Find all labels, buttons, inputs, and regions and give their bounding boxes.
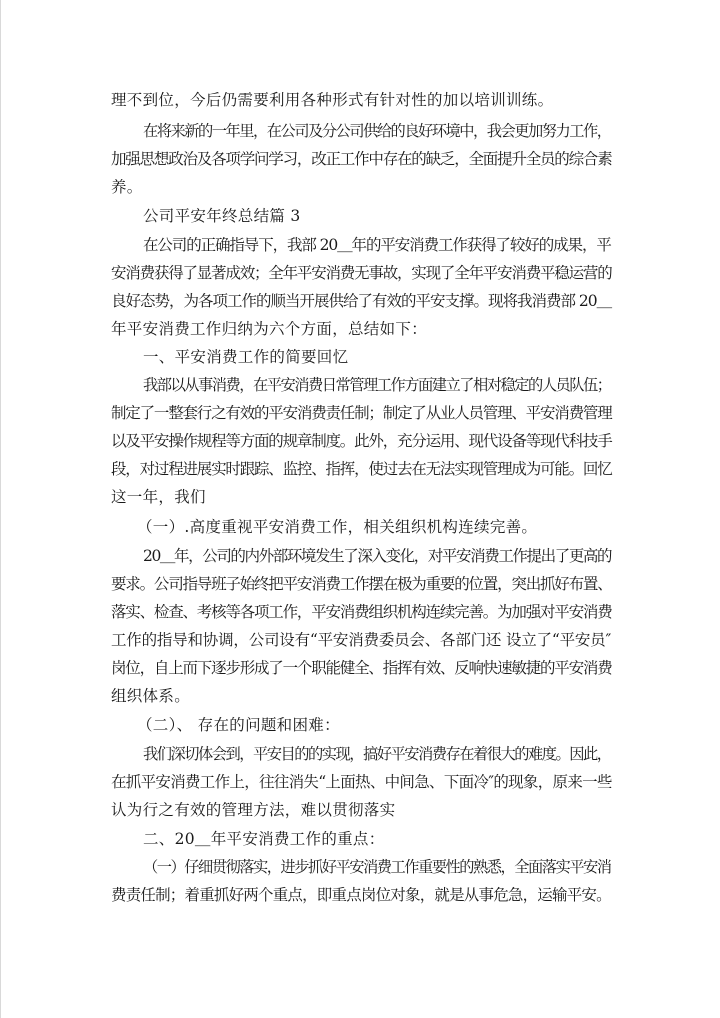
body-text-line: 这一年，我们 (111, 488, 206, 506)
body-text-line: 要求。公司指导班子始终把平安消费工作摆在极为重要的位置，突出抓好布置、 (111, 575, 612, 593)
body-text-line: 落实、检查、考核等各项工作，平安消费组织机构连续完善。为加强对平安消费 (111, 603, 612, 621)
body-text-line: 在将来新的一年里，在公司及分公司供给的良好环境中，我会更加努力工作， (143, 122, 611, 140)
body-text-line: 以及平安操作规程等方面的规章制度。此外，充分运用、现代设备等现代科技手 (111, 432, 612, 450)
body-text-line: 在抓平安消费工作上，往往消失“上面热、中间急、下面冷″的现象，原来一些 (111, 773, 612, 791)
body-text-line: 安消费获得了显著成效；全年平安消费无事故，实现了全年平安消费平稳运营的 (111, 264, 612, 282)
body-text-line: 组织体系。 (111, 687, 191, 705)
body-text-line: 我部以从事消费，在平安消费日常管理工作方面建立了相对稳定的人员队伍； (143, 376, 611, 394)
body-text-line: 段，对过程进展实时跟踪、监控、指挥，使过去在无法实现管理成为可能。回忆 (111, 460, 612, 478)
subsection-heading: （二）、 存在的问题和困难： (137, 716, 340, 734)
body-text-line: 年平安消费工作归纳为六个方面，总结如下： (111, 320, 428, 338)
body-text-line: 工作的指导和协调，公司设有“平安消费委员会、各部门还 设立了“平安员″ (111, 631, 612, 649)
body-text-line: 认为行之有效的管理方法，难以贯彻落实 (111, 801, 396, 819)
body-text-line: 养。 (111, 178, 143, 196)
body-text-line: 岗位，自上而下逐步形成了一个职能健全、指挥有效、反响快速敏捷的平安消费 (111, 659, 612, 677)
section-heading: 公司平安年终总结篇 3 (143, 207, 301, 225)
body-text-line: 加强思想政治及各项学问学习，改正工作中存在的缺乏，全面提升全员的综合素 (111, 150, 612, 168)
body-text-line: 20＿年，公司的内外部环境发生了深入变化，对平安消费工作提出了更高的 (143, 547, 612, 565)
body-text-line: 制定了一整套行之有效的平安消费责任制；制定了从业人员管理、平安消费管理 (111, 404, 612, 422)
body-text-line: 我们深切体会到，平安目的的实现，搞好平安消费存在着很大的难度。因此， (143, 745, 611, 763)
subsection-heading: （一）.高度重视平安消费工作，相关组织机构连续完善。 (137, 518, 538, 536)
subsection-heading: 一、平安消费工作的简要回忆 (143, 348, 349, 366)
body-text-line: 良好态势，为各项工作的顺当开展供给了有效的平安支撑。现将我消费部 20＿ (111, 292, 612, 310)
body-text-line: 费责任制；着重抓好两个重点，即重点岗位对象，就是从事危急，运输平安。 (111, 886, 611, 904)
body-text-line: 在公司的正确指导下，我部 20＿年的平安消费工作获得了较好的成果，平 (143, 236, 611, 254)
body-text-line: （一）仔细贯彻落实，进步抓好平安消费工作重要性的熟悉，全面落实平安消 (143, 858, 611, 876)
subsection-heading: 二、20＿年平安消费工作的重点： (143, 830, 385, 848)
body-text-line: 理不到位，今后仍需要利用各种形式有针对性的加以培训训练。 (111, 91, 554, 109)
